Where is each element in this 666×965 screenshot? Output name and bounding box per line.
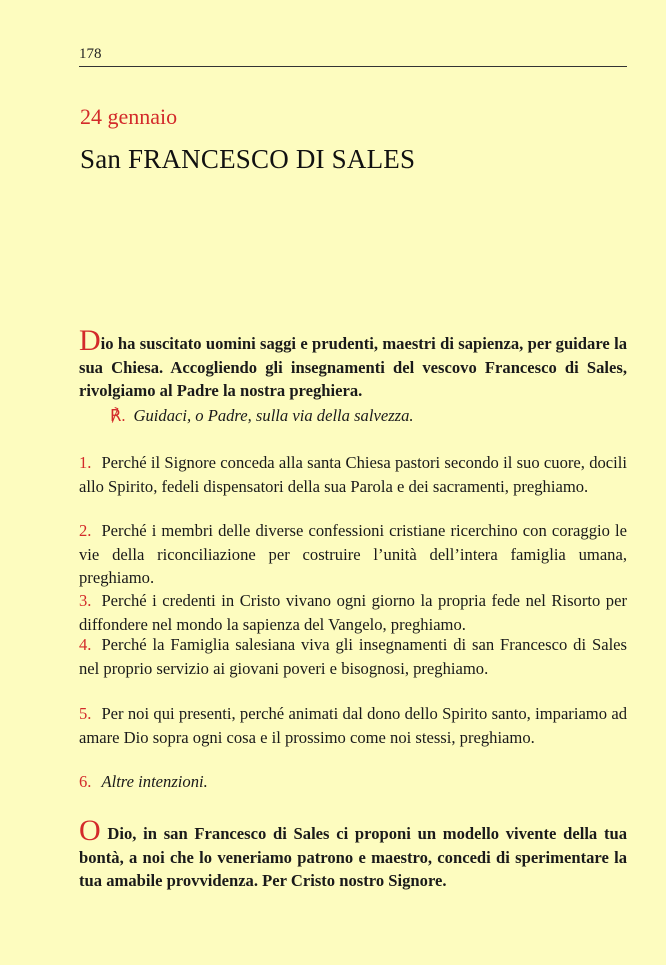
intention-number: 5. xyxy=(79,704,92,723)
intention-item xyxy=(79,589,627,636)
intention-text: Per noi qui presenti, perché animati dal dono dello Spirito santo, impariamo ad amare Dio sopra ogni cosa e il prossimo come noi stessi, preghiamo. xyxy=(79,704,627,747)
intention-number: 1. xyxy=(79,453,92,472)
intro-text: io ha suscitato uomini saggi e prudenti, maestri di sapienza, per guidare la sua Chiesa. Accogliendo gli insegnamenti del vescovo Francesco di Sales, rivolgiamo al Padre la nostra preghiera. xyxy=(79,334,627,400)
intention-item xyxy=(79,770,627,794)
prayer-dropcap: O xyxy=(79,814,101,847)
intention-text: Perché i credenti in Cristo vivano ogni giorno la propria fede nel Risorto per diffondere nel mondo la sapienza del Vangelo, preghiamo. xyxy=(79,591,627,634)
intention-number: 2. xyxy=(79,521,92,540)
intention-item xyxy=(79,702,627,749)
saint-title: San FRANCESCO DI SALES xyxy=(80,144,416,174)
prayer-text: Dio, in san Francesco di Sales ci proponi un modello vivente della tua bontà, a noi che lo veneriamo patrono e maestro, concedi di sperimentare la tua amabile provvidenza. Per Cristo nostro Signore. xyxy=(79,824,627,890)
intention-text: Perché i membri delle diverse confessioni cristiane ricerchino con coraggio le vie della riconciliazione per costruire l’unità dell’intera famiglia umana, preghiamo. xyxy=(79,521,627,587)
intention-text: Perché la Famiglia salesiana viva gli insegnamenti di san Francesco di Sales nel proprio servizio ai giovani poveri e bisognosi, preghiamo. xyxy=(79,635,627,678)
date-heading: 24 gennaio xyxy=(80,104,178,129)
page-number: 178 xyxy=(79,46,102,62)
intention-item xyxy=(79,451,627,498)
response-text: Guidaci, o Padre, sulla via della salvezza. xyxy=(133,406,414,425)
closing-prayer xyxy=(79,814,627,893)
intention-number: 4. xyxy=(79,635,92,654)
intention-text: Perché il Signore conceda alla santa Chiesa pastori secondo il suo cuore, docili allo Spirito, fedeli dispensatori della sua Parola e dei sacramenti, preghiamo. xyxy=(79,453,627,496)
intention-item xyxy=(79,519,627,590)
header-rule xyxy=(79,66,627,67)
intro-paragraph xyxy=(79,324,627,403)
response-line xyxy=(110,406,414,426)
intro-dropcap: D xyxy=(79,324,101,357)
intention-text: Altre intenzioni. xyxy=(101,772,208,791)
response-symbol: ℟. xyxy=(110,406,126,425)
intention-number: 3. xyxy=(79,591,92,610)
intention-item xyxy=(79,633,627,680)
intention-number: 6. xyxy=(79,772,92,791)
